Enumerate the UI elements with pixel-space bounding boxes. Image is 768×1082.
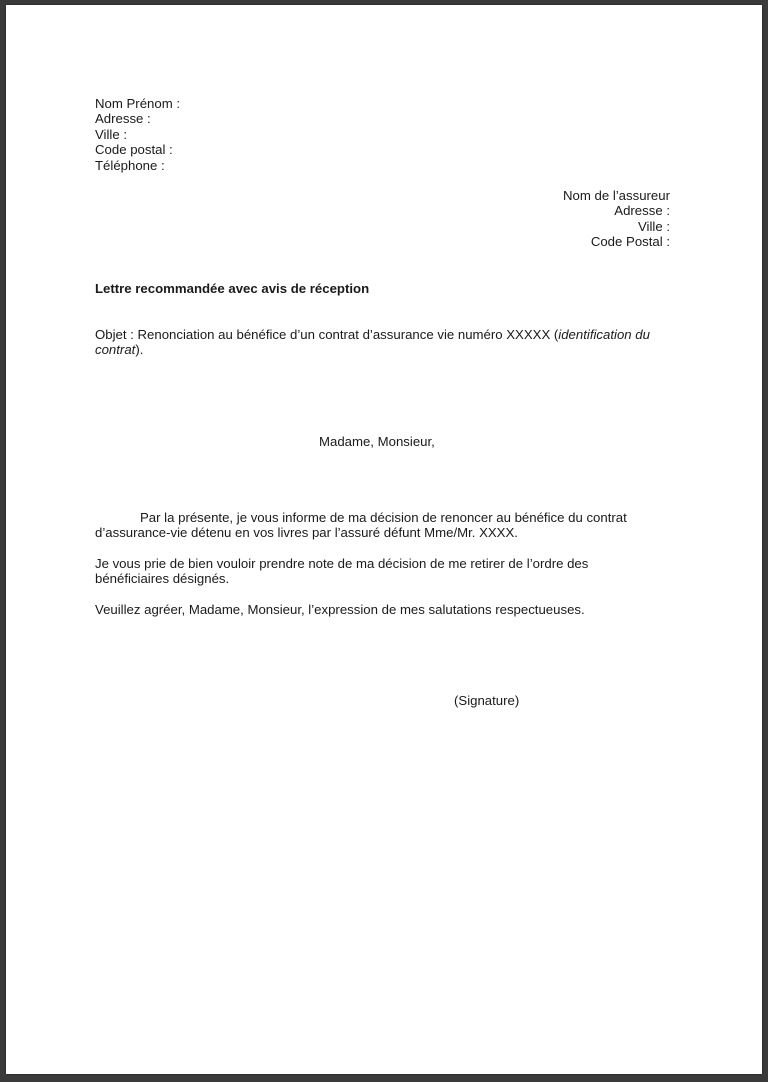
sender-name-label: Nom Prénom : <box>95 96 181 111</box>
paragraph-1 <box>95 510 655 541</box>
sender-address-label: Adresse : <box>95 111 151 127</box>
signature-placeholder: (Signature) <box>454 693 520 708</box>
insurer-city-label: Ville : <box>637 218 670 234</box>
sender-phone-label: Téléphone : <box>95 157 165 173</box>
object-italic-text: identification du contrat <box>95 327 650 358</box>
insurer-address-label: Adresse : <box>614 203 670 219</box>
paragraph-2: Je vous prie de bien vouloir prendre note de ma décision de me retirer de l’ordre des bénéficiaires désignés. <box>95 556 589 587</box>
sender-city-label: Ville : <box>95 126 128 142</box>
insurer-postal-code-label: Code Postal : <box>590 234 670 250</box>
object-suffix: ). <box>135 342 144 358</box>
sender-postal-code-label: Code postal : <box>95 142 173 158</box>
letter-page <box>6 5 762 1074</box>
insurer-name-label: Nom de l’assureur <box>562 188 670 203</box>
letter-title: Lettre recommandée avec avis de réception <box>95 281 370 296</box>
paragraph-1-line-1: Par la présente, je vous informe de ma décision de renoncer au bénéfice du contrat <box>140 510 627 525</box>
object-text: Objet : Renonciation au bénéfice d’un contrat d’assurance vie numéro XXXXX ( <box>95 327 559 342</box>
letter-greeting: Madame, Monsieur, <box>319 434 435 449</box>
paragraph-3: Veuillez agréer, Madame, Monsieur, l’expression de mes salutations respectueuses. <box>95 602 585 617</box>
letter-object <box>95 327 675 358</box>
paragraph-1-line-2: d’assurance-vie détenu en vos livres par l’assuré défunt Mme/Mr. XXXX. <box>95 525 518 541</box>
sender-address-block <box>95 96 180 173</box>
recipient-address-block <box>563 188 670 250</box>
